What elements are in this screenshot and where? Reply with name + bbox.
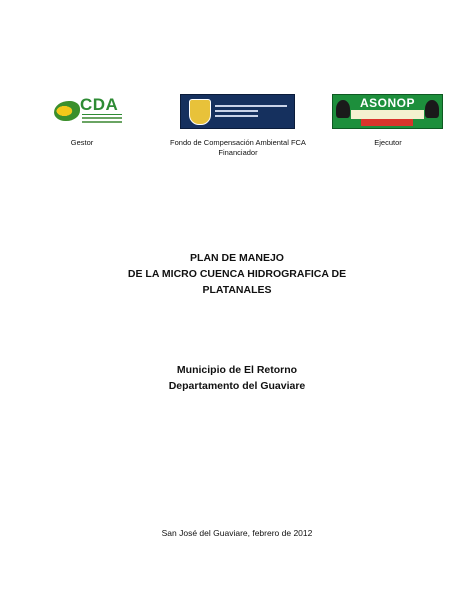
caption-gestor: Gestor: [70, 138, 94, 147]
cda-logo-text: CDA: [80, 95, 119, 114]
document-title: [80, 250, 394, 298]
cda-leaf-icon: [54, 101, 80, 121]
cda-logo: [52, 94, 124, 127]
municipio-line: Municipio de El Retorno: [176, 364, 298, 376]
asonop-nit-bar: [361, 119, 413, 126]
location-block: [110, 362, 364, 394]
colombia-coat-of-arms-icon: [189, 99, 211, 125]
asonop-right-figure-icon: [425, 100, 439, 118]
asonop-logo-band: [351, 110, 424, 119]
title-line-3: PLATANALES: [202, 284, 272, 296]
asonop-logo-text: ASONOP: [359, 96, 415, 110]
caption-financiador: [160, 138, 316, 158]
asonop-logo: [332, 94, 443, 129]
departamento-line: Departamento del Guaviare: [168, 380, 306, 392]
title-line-2: DE LA MICRO CUENCA HIDROGRAFICA DE: [127, 268, 347, 280]
caption-financiador-line2: Financiador: [218, 148, 258, 157]
ministerio-logo-text-lines: [215, 105, 287, 120]
ministerio-logo: [180, 94, 295, 129]
caption-financiador-line1: Fondo de Compensación Ambiental FCA: [170, 138, 306, 147]
caption-ejecutor: Ejecutor: [374, 138, 402, 147]
title-line-1: PLAN DE MANEJO: [190, 252, 284, 264]
cda-logo-subtitle-lines: [82, 114, 122, 125]
date-line: San José del Guaviare, febrero de 2012: [161, 528, 313, 538]
